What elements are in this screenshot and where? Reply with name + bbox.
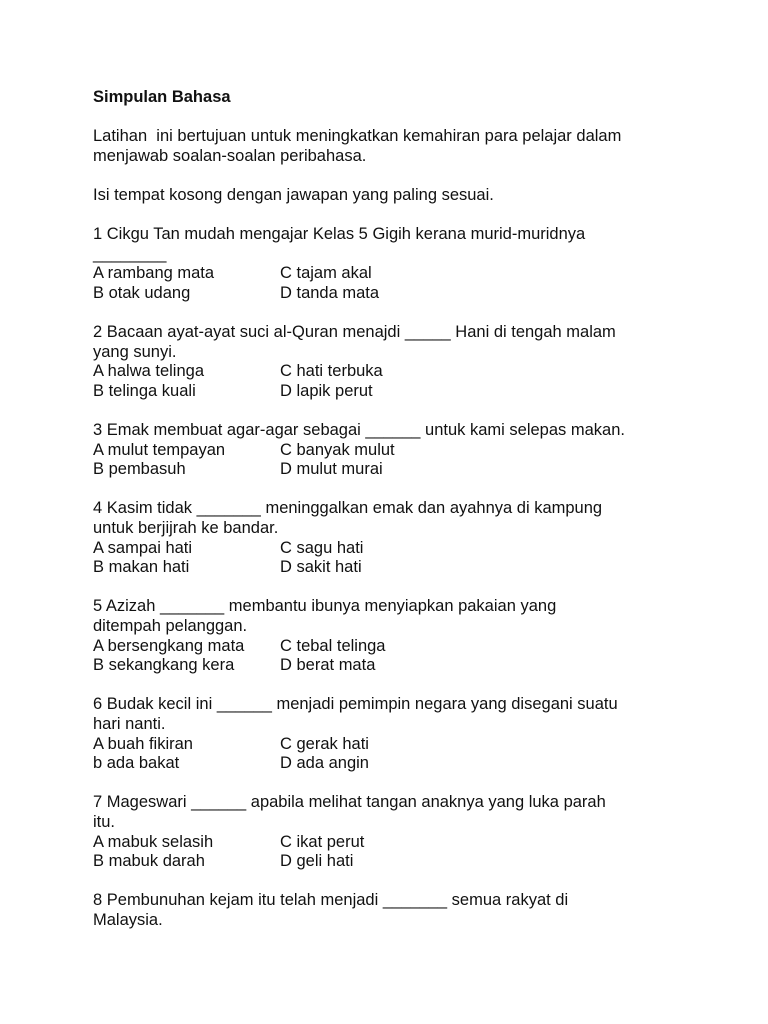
question-list [93,225,733,930]
answer-option: A buah fikiran [93,734,193,753]
option-row [93,754,733,774]
document-title: Simpulan Bahasa [93,88,231,106]
option-row [93,558,733,578]
option-row [93,833,733,853]
question-item [93,695,733,773]
question-item [93,597,733,675]
answer-option: B otak udang [93,283,191,302]
answer-option: C ikat perut [280,832,365,851]
question-item [93,225,733,303]
question-item [93,499,733,577]
question-text: 8 Pembunuhan kejam itu telah menjadi _______ semua rakyat di Malaysia. [93,891,569,929]
instruction-text: Isi tempat kosong dengan jawapan yang paling sesuai. [93,185,494,204]
option-row [93,852,733,872]
answer-option: D ada angin [280,754,369,773]
answer-option: B telinga kuali [93,381,196,400]
option-row [93,382,733,402]
question-item [93,891,733,930]
answer-option: C sagu hati [280,538,364,557]
answer-option: B pembasuh [93,460,186,479]
answer-option: A mabuk selasih [93,832,214,851]
answer-option: A halwa telinga [93,362,204,381]
option-row [93,264,733,284]
option-row [93,460,733,480]
option-row [93,284,733,304]
answer-option: b ada bakat [93,754,180,773]
answer-option: B makan hati [93,558,190,577]
question-text: 5 Azizah _______ membantu ibunya menyiapkan pakaian yang ditempah pelanggan. [93,597,557,636]
option-row [93,441,733,461]
question-item [93,421,733,480]
answer-option: A rambang mata [93,264,215,283]
answer-option: B sekangkang kera [93,656,235,675]
worksheet-page [93,88,733,950]
answer-option: D sakit hati [280,558,362,577]
question-text: 7 Mageswari ______ apabila melihat tangan anaknya yang luka parah itu. [93,793,606,831]
answer-option: D berat mata [280,656,376,675]
answer-option: D mulut murai [280,460,383,479]
answer-option: A mulut tempayan [93,440,226,459]
question-text: 2 Bacaan ayat-ayat suci al-Quran menajdi _____ Hani di tengah malam yang sunyi. [93,323,616,361]
answer-option: C tajam akal [280,264,372,283]
option-row [93,735,733,755]
answer-option: D lapik perut [280,381,373,400]
answer-option: C gerak hati [280,734,369,753]
answer-option: A sampai hati [93,538,193,557]
question-item [93,793,733,871]
answer-option: D tanda mata [280,283,380,302]
question-item [93,323,733,401]
answer-option: C tebal telinga [280,636,386,655]
option-row [93,539,733,559]
answer-option: C hati terbuka [280,362,383,381]
answer-option: B mabuk darah [93,852,205,871]
option-row [93,362,733,382]
answer-option: C banyak mulut [280,440,395,459]
answer-option: D geli hati [280,852,354,871]
option-row [93,656,733,676]
question-text: 4 Kasim tidak _______ meninggalkan emak dan ayahnya di kampung untuk berjijrah ke bandar. [93,499,603,538]
intro-paragraph: Latihan ini bertujuan untuk meningkatkan kemahiran para pelajar dalam menjawab soalan-soalan peribahasa. [93,127,622,165]
option-row [93,637,733,657]
answer-option: A bersengkang mata [93,636,245,655]
question-text: 3 Emak membuat agar-agar sebagai ______ untuk kami selepas makan. [93,421,625,440]
question-text: 1 Cikgu Tan mudah mengajar Kelas 5 Gigih kerana murid-muridnya ________ [93,225,586,263]
question-text: 6 Budak kecil ini ______ menjadi pemimpin negara yang disegani suatu hari nanti. [93,695,618,733]
